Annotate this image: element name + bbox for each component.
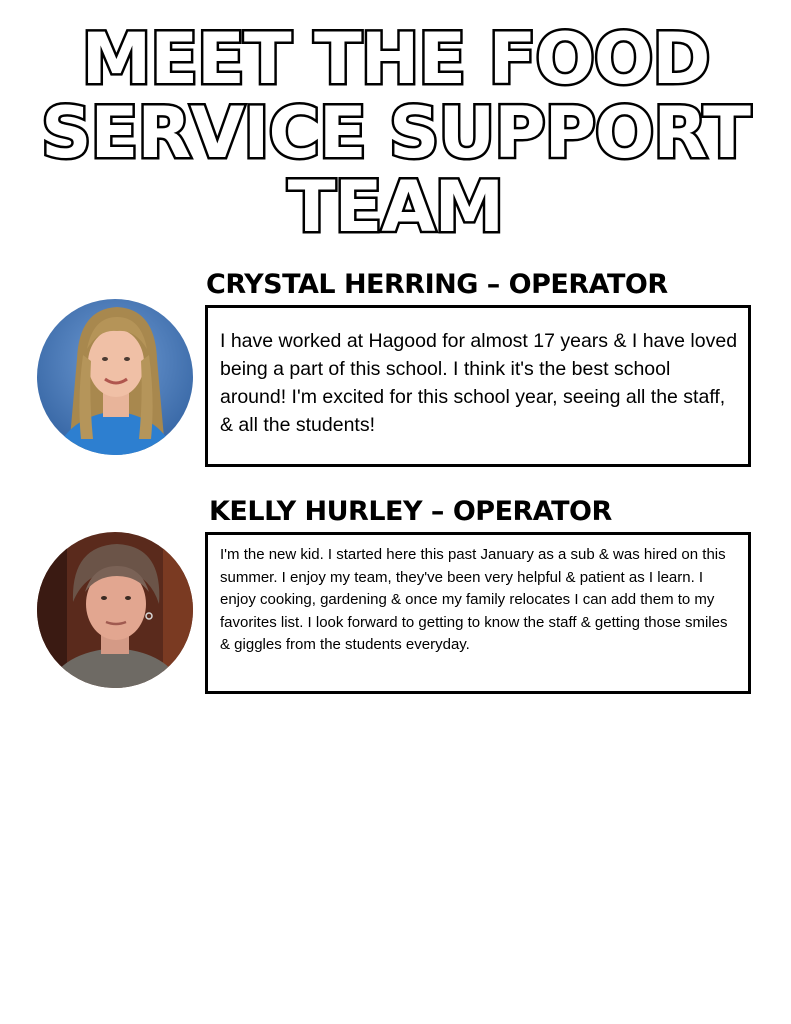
- member-1-heading: CRYSTAL HERRING – OPERATOR: [206, 269, 668, 300]
- title-line-2: SERVICE SUPPORT: [41, 92, 750, 174]
- title-line-3: TEAM: [287, 166, 504, 248]
- title-line-1: MEET THE FOOD: [81, 18, 710, 100]
- member-2-bio: I'm the new kid. I started here this past January as a sub & was hired on this summer. I enjoy my team, they've been very helpful & patient as I learn. I enjoy cooking, gardening & once my family relocates I can add them to my favorites list. I look forward to getting to know the staff & getting those smiles & giggles from the students everyday.: [220, 546, 728, 653]
- member-2-portrait-image: [37, 532, 193, 688]
- page-title: [0, 18, 791, 248]
- member-1-photo: [37, 299, 193, 455]
- member-1-bio: I have worked at Hagood for almost 17 years & I have loved being a part of this school. I think it's the best school around! I'm excited for this school year, seeing all the staff, & all the students!: [220, 330, 738, 436]
- member-1-portrait-image: [37, 299, 193, 455]
- member-2-bio-box: [205, 532, 751, 694]
- member-2-heading: KELLY HURLEY – OPERATOR: [209, 496, 612, 527]
- member-2-photo: [37, 532, 193, 688]
- member-1-bio-box: [205, 305, 751, 467]
